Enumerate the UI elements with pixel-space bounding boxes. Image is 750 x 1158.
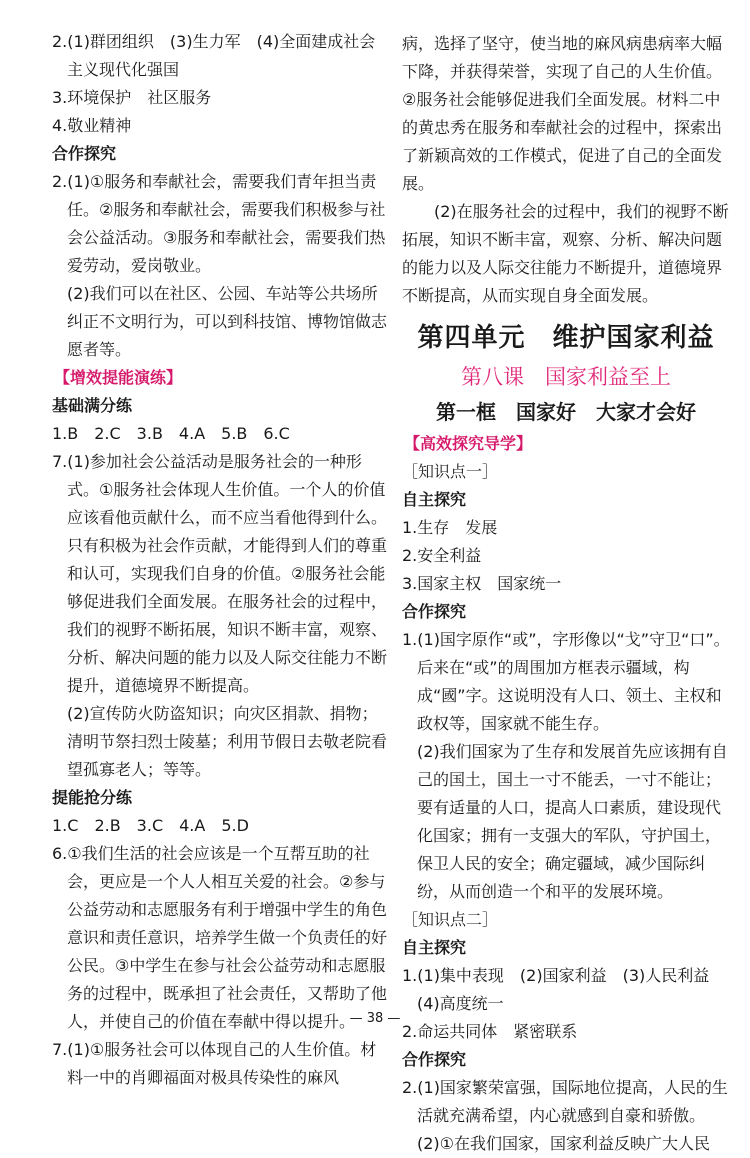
- answer-line: 2.命运共同体 紧密联系: [402, 1022, 578, 1041]
- knowledge-point-label: ［知识点二］: [402, 910, 499, 929]
- answer-line: 3.国家主权 国家统一: [402, 574, 562, 593]
- answer-line: 1.C 2.B 3.C 4.A 5.D: [52, 816, 249, 835]
- section-tag: 【增效提能演练】: [54, 368, 183, 387]
- answer-line: 2.安全利益: [402, 546, 482, 565]
- answer-line: 3.环境保护 社区服务: [52, 88, 212, 107]
- answer-paragraph: (2)我们可以在社区、公园、车站等公共场所纠正不文明行为，可以到科技馆、博物馆做志愿者等。: [67, 284, 388, 359]
- section-heading: 提能抢分练: [52, 788, 133, 807]
- section-heading: 基础满分练: [52, 396, 133, 415]
- section-heading: 合作探究: [402, 602, 467, 621]
- lesson-title: 第八课 国家利益至上: [461, 365, 671, 389]
- answer-line: 4.敬业精神: [52, 116, 132, 135]
- unit-title: 第四单元 维护国家利益: [417, 323, 715, 353]
- answer-paragraph: 2.(1)①服务和奉献社会，需要我们青年担当责任。②服务和奉献社会，需要我们积极参与社会公益活动。③服务和奉献社会，需要我们热爱劳动，爱岗敬业。: [52, 172, 386, 275]
- answer-paragraph: (2)①在我们国家，国家利益反映广大人民: [417, 1134, 711, 1153]
- answer-paragraph: 6.①我们生活的社会应该是一个互帮互助的社会，更应是一个人人相互关爱的社会。②参与公益劳动和志愿服务有利于增强中学生的角色意识和责任意识，培养学生做一个负责任的好公民。③中学生在参与社会公益劳动和志愿服务的过程中，既承担了社会责任，又帮助了他人，并使自己的价值在奉献中得以提升。: [52, 844, 388, 1031]
- answer-line: 1.B 2.C 3.B 4.A 5.B 6.C: [52, 424, 290, 443]
- section-title: 第一框 国家好 大家才会好: [436, 400, 696, 424]
- knowledge-point-label: ［知识点一］: [402, 462, 499, 481]
- answer-paragraph: 病，选择了坚守，使当地的麻风病患病率大幅下降，并获得荣誉，实现了自己的人生价值。②服务社会能够促进我们全面发展。材料二中的黄忠秀在服务和奉献社会的过程中，探索出了新颖高效的工作模式，促进了自己的全面发展。: [402, 34, 723, 193]
- left-column: [52, 28, 388, 1092]
- section-heading: 合作探究: [52, 144, 117, 163]
- answer-paragraph: 1.(1)国字原作“或”，字形像以“戈”守卫“口”。后来在“或”的周围加方框表示疆域，构成“國”字。这说明没有人口、领土、主权和政权等，国家就不能生存。: [402, 630, 730, 733]
- answer-line: 1.生存 发展: [402, 518, 498, 537]
- answer-paragraph: (2)在服务社会的过程中，我们的视野不断拓展，知识不断丰富，观察、分析、解决问题的能力以及人际交往能力不断提升，道德境界不断提高，从而实现自身全面发展。: [402, 202, 729, 305]
- answer-paragraph: 7.(1)①服务社会可以体现自己的人生价值。材料一中的肖卿福面对极具传染性的麻风: [52, 1040, 377, 1087]
- page-number: — 38 —: [349, 1011, 401, 1026]
- answer-line: 2.(1)群团组织 (3)生力军 (4)全面建成社会主义现代化强国: [52, 32, 376, 79]
- section-tag: 【高效探究导学】: [404, 434, 533, 453]
- section-heading: 自主探究: [402, 938, 467, 957]
- right-column: [402, 30, 730, 1158]
- section-heading: 合作探究: [402, 1050, 467, 1069]
- answer-paragraph: (2)我们国家为了生存和发展首先应该拥有自己的国土，国土一寸不能丢，一寸不能让；要有适量的人口，提高人口素质，建设现代化国家；拥有一支强大的军队，守护国土，保卫人民的安全；确定疆域，减少国际纠纷，从而创造一个和平的发展环境。: [417, 742, 728, 901]
- section-heading: 自主探究: [402, 490, 467, 509]
- answer-line: 1.(1)集中表现 (2)国家利益 (3)人民利益 (4)高度统一: [402, 966, 726, 1013]
- answer-paragraph: 2.(1)国家繁荣富强，国际地位提高，人民的生活就充满希望，内心就感到自豪和骄傲。: [402, 1078, 728, 1125]
- answer-paragraph: (2)宣传防火防盗知识；向灾区捐款、捐物；清明节祭扫烈士陵墓；利用节假日去敬老院看望孤寡老人；等等。: [67, 704, 388, 779]
- answer-paragraph: 7.(1)参加社会公益活动是服务社会的一种形式。①服务社会体现人生价值。一个人的价值应该看他贡献什么，而不应当看他得到什么。只有积极为社会作贡献，才能得到人们的尊重和认可，实现我们自身的价值。②服务社会能够促进我们全面发展。在服务社会的过程中，我们的视野不断拓展，知识不断丰富，观察、分析、解决问题的能力以及人际交往能力不断提升，道德境界不断提高。: [52, 452, 388, 695]
